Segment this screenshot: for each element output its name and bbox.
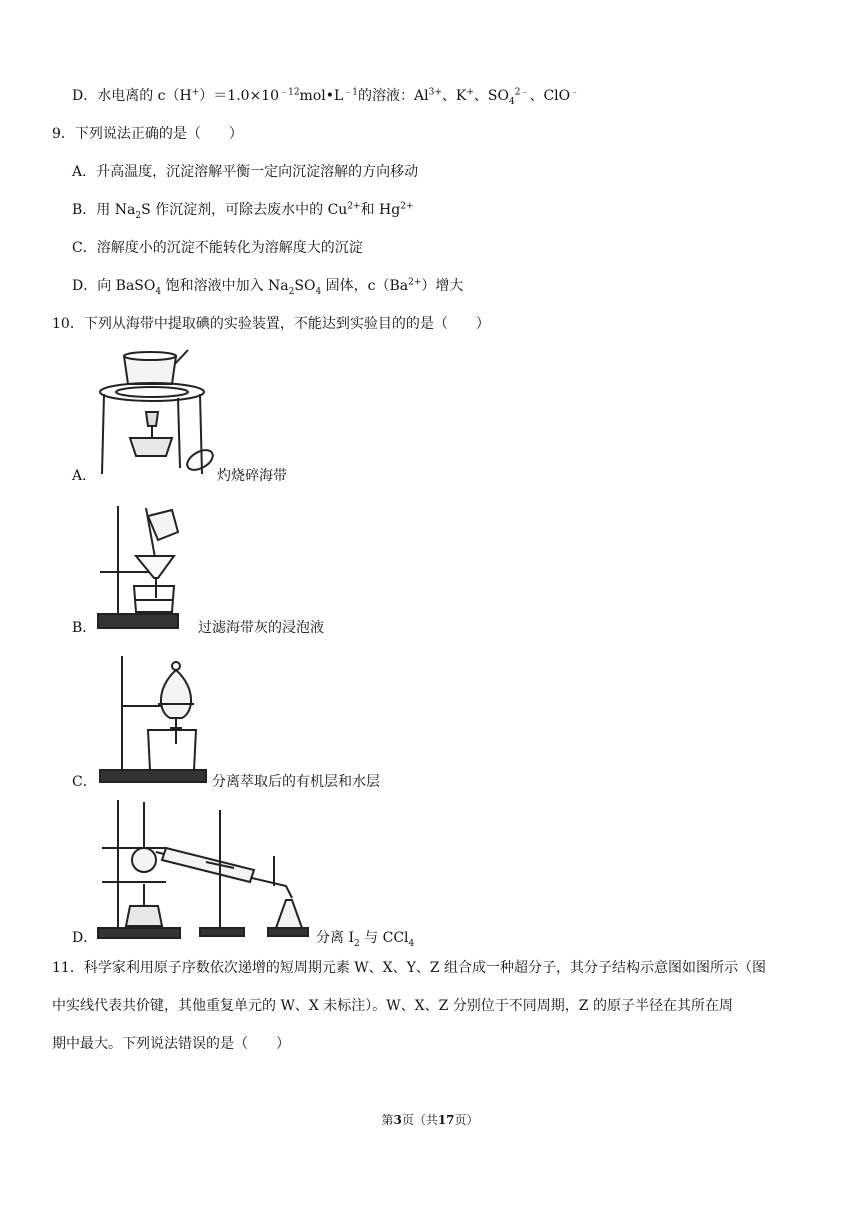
filtration-apparatus-icon [96, 502, 180, 634]
q10-stem: 10．下列从海带中提取碘的实验装置，不能达到实验目的的是（ ） [52, 316, 490, 332]
q9-b-sup-3: 2+ [400, 201, 414, 212]
q9-b-text-3: 和 Hg [360, 202, 401, 218]
q8-d-sup-4: 3+ [428, 87, 442, 98]
q11-line-1: 11．科学家利用原子序数依次递增的短周期元素 W、X、Y、Z 组合成一种超分子，其分子结构示意图如图所示（图 [52, 960, 767, 976]
q9-b-sup-2: 2+ [347, 201, 361, 212]
q10-option-c-figure [96, 652, 208, 786]
q8-d-text-1: 水电离的 c（H [97, 88, 192, 104]
q10-option-d-caption [316, 928, 414, 948]
q10-option-a-caption: 灼烧碎海带 [217, 468, 287, 484]
separatory-funnel-icon [96, 652, 208, 786]
q8-d-text-5: 、K [441, 88, 467, 104]
q9-d-sub-2: 2 [288, 286, 295, 297]
q9-b-text-2: S 作沉淀剂，可除去废水中的 Cu [141, 202, 348, 218]
q10-option-b-label: B． [72, 620, 97, 636]
q9-d-sup-4: 2+ [408, 277, 422, 288]
q9-option-d [72, 276, 463, 296]
footer-text-1: 第 [381, 1113, 394, 1127]
q8-d-sup-3: ﹣1 [343, 87, 359, 98]
footer-text-2: 页（共 [401, 1113, 438, 1127]
q8-option-d [72, 86, 579, 106]
q10-option-d-label: D． [72, 930, 98, 946]
q9-d-text-3: SO [294, 278, 316, 294]
q9-option-a: A．升高温度，沉淀溶解平衡一定向沉淀溶解的方向移动 [72, 164, 419, 180]
q8-d-text-3: mol•L [299, 88, 344, 104]
q8-d-text-6: 、SO [473, 88, 509, 104]
q8-d-text-4: 的溶液：Al [358, 88, 429, 104]
q8-d-sup-2: ﹣12 [279, 87, 300, 98]
q8-d-sup-5: + [466, 87, 474, 98]
page-footer [0, 1110, 860, 1130]
q9-d-text-5: ）增大 [421, 278, 464, 294]
q10-option-c-label: C． [72, 774, 97, 790]
q9-b-text-1: B．用 Na [72, 202, 136, 218]
q8-d-text-2: ）＝1.0×10 [199, 88, 280, 104]
q9-option-c: C．溶解度小的沉淀不能转化为溶解度大的沉淀 [72, 240, 363, 256]
q10-d-caption-text-2: 与 CCl [359, 930, 409, 946]
q8-d-sup-1: + [191, 87, 200, 98]
footer-text-3: 页） [454, 1113, 479, 1127]
q8-d-text-7: 、ClO [529, 88, 571, 104]
crucible-apparatus-icon [96, 348, 220, 478]
q10-option-c-caption: 分离萃取后的有机层和水层 [212, 774, 380, 790]
q9-option-b [72, 200, 414, 220]
q9-d-sub-3: 4 [315, 286, 322, 297]
footer-page-number: 3 [393, 1113, 402, 1127]
q8-d-sup-6: 2﹣ [514, 87, 530, 98]
distillation-apparatus-icon [96, 796, 312, 942]
q10-d-caption-text-1: 分离 I [316, 930, 354, 946]
q10-d-caption-sub-2: 4 [408, 938, 415, 949]
q9-d-text-4: 固体，c（Ba [321, 278, 409, 294]
q8-d-label: D． [72, 88, 98, 104]
q8-d-sub-6: 4 [509, 96, 515, 107]
q9-d-text-2: 饱和溶液中加入 Na [161, 278, 289, 294]
footer-total-pages: 17 [437, 1113, 455, 1127]
q10-option-a-figure [96, 348, 220, 478]
q10-option-d-figure [96, 796, 312, 942]
q9-stem: 9．下列说法正确的是（ ） [52, 126, 243, 142]
q10-option-a-label: A． [72, 468, 97, 484]
q9-d-sub-1: 4 [155, 286, 162, 297]
q11-line-3: 期中最大。下列说法错误的是（ ） [52, 1036, 290, 1052]
q9-d-text-1: D．向 BaSO [72, 278, 156, 294]
q9-b-sub-1: 2 [135, 210, 142, 221]
q10-option-b-caption: 过滤海带灰的浸泡液 [198, 620, 324, 636]
q10-option-b-figure [96, 502, 180, 634]
q8-d-sup-7: ﹣ [570, 87, 580, 98]
q10-d-caption-sub-1: 2 [353, 938, 360, 949]
q11-line-2: 中实线代表共价键，其他重复单元的 W、X 未标注）。W、X、Z 分别位于不同周期，Z 的原子半径在其所在周 [52, 998, 733, 1014]
